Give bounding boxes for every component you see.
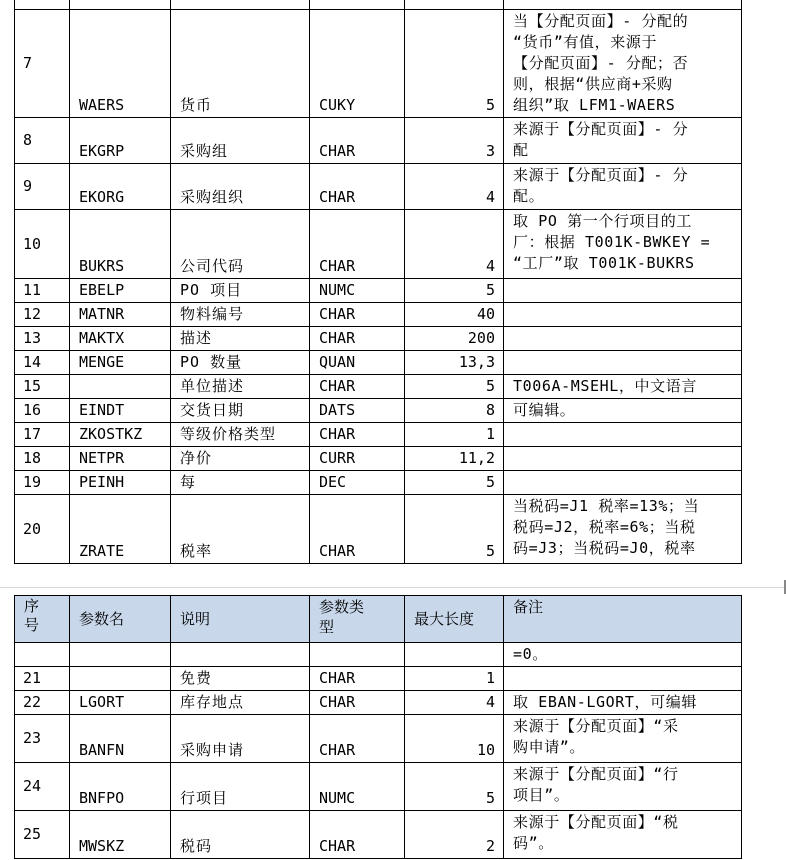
row-param-name	[70, 375, 171, 399]
row-param-type: CHAR	[310, 691, 405, 715]
row-seq-no: 7	[15, 10, 70, 118]
row-param-name: MATNR	[70, 303, 171, 327]
header-seq-no: 序 号	[15, 596, 70, 643]
row-description: 每	[171, 471, 310, 495]
row-param-type: DATS	[310, 399, 405, 423]
row-max-length: 1	[405, 667, 504, 691]
row-max-length: 4	[405, 691, 504, 715]
row-remark: 取 EBAN-LGORT，可编辑	[504, 691, 742, 715]
table-row	[15, 164, 742, 210]
row-max-length: 5	[405, 279, 504, 303]
row-seq-no: 12	[15, 303, 70, 327]
row-max-length: 40	[405, 303, 504, 327]
row-description: PO 项目	[171, 279, 310, 303]
table-row	[15, 210, 742, 279]
row-seq-no: 23	[15, 715, 70, 763]
row-max-length: 4	[405, 210, 504, 279]
row-description	[171, 0, 310, 10]
row-param-name: ZRATE	[70, 495, 171, 564]
table-row	[15, 471, 742, 495]
row-remark	[504, 667, 742, 691]
row-description: 免费	[171, 667, 310, 691]
row-max-length: 3	[405, 118, 504, 164]
table-row	[15, 423, 742, 447]
row-seq-no: 22	[15, 691, 70, 715]
row-remark: T006A-MSEHL，中文语言	[504, 375, 742, 399]
row-description: 物料编号	[171, 303, 310, 327]
page-break-line	[0, 587, 786, 588]
row-param-name: ZKOSTKZ	[70, 423, 171, 447]
row-max-length: 5	[405, 763, 504, 811]
row-max-length: 5	[405, 495, 504, 564]
table-row	[15, 399, 742, 423]
row-param-type: CHAR	[310, 667, 405, 691]
row-description: 税率	[171, 495, 310, 564]
row-param-name: PEINH	[70, 471, 171, 495]
row-param-type: NUMC	[310, 279, 405, 303]
row-max-length	[405, 0, 504, 10]
table-row	[15, 375, 742, 399]
row-param-type: CHAR	[310, 715, 405, 763]
row-param-name	[70, 667, 171, 691]
row-param-name: WAERS	[70, 10, 171, 118]
row-description: 净价	[171, 447, 310, 471]
row-seq-no: 10	[15, 210, 70, 279]
table-row	[15, 691, 742, 715]
row-description: 货币	[171, 10, 310, 118]
row-param-name: BANFN	[70, 715, 171, 763]
row-seq-no: 9	[15, 164, 70, 210]
row-param-name: BUKRS	[70, 210, 171, 279]
row-param-type: CHAR	[310, 327, 405, 351]
row-description: 行项目	[171, 763, 310, 811]
row-remark	[504, 447, 742, 471]
row-remark: 取 PO 第一个行项目的工 厂：根据 T001K-BWKEY = “工厂”取 T001K-BUKRS	[504, 210, 742, 279]
table-row	[15, 303, 742, 327]
row-seq-no: 16	[15, 399, 70, 423]
row-seq-no	[15, 0, 70, 10]
row-remark: 来源于【分配页面】- 分 配	[504, 118, 742, 164]
row-remark	[504, 303, 742, 327]
row-param-type: CHAR	[310, 118, 405, 164]
row-param-name	[70, 0, 171, 10]
row-description: 描述	[171, 327, 310, 351]
row-max-length: 10	[405, 715, 504, 763]
row-param-name: EKGRP	[70, 118, 171, 164]
row-param-type: CHAR	[310, 495, 405, 564]
row-remark: 当【分配页面】- 分配的 “货币”有值，来源于 【分配页面】- 分配；否 则，根据“供应商+采购 组织”取 LFM1-WAERS	[504, 10, 742, 118]
row-seq-no: 21	[15, 667, 70, 691]
row-param-name: EKORG	[70, 164, 171, 210]
row-seq-no: 25	[15, 811, 70, 859]
table-row	[15, 447, 742, 471]
table-row	[15, 715, 742, 763]
row-description: 交货日期	[171, 399, 310, 423]
row-seq-no: 19	[15, 471, 70, 495]
row-param-type: CHAR	[310, 811, 405, 859]
row-remark: 来源于【分配页面】“税 码”。	[504, 811, 742, 859]
row-remark	[504, 327, 742, 351]
header-max-length: 最大长度	[405, 596, 504, 643]
row-description: PO 数量	[171, 351, 310, 375]
row-param-name: MAKTX	[70, 327, 171, 351]
row-remark: 来源于【分配页面】“采 购申请”。	[504, 715, 742, 763]
row-remark	[504, 279, 742, 303]
spec-table-bottom	[14, 595, 742, 859]
row-seq-no	[15, 643, 70, 667]
row-description: 采购组织	[171, 164, 310, 210]
row-param-type: CHAR	[310, 423, 405, 447]
row-description: 库存地点	[171, 691, 310, 715]
row-remark: =0。	[504, 643, 742, 667]
row-description: 采购组	[171, 118, 310, 164]
row-max-length: 13,3	[405, 351, 504, 375]
row-description: 等级价格类型	[171, 423, 310, 447]
row-seq-no: 13	[15, 327, 70, 351]
row-max-length: 8	[405, 399, 504, 423]
row-param-type: CHAR	[310, 303, 405, 327]
row-description: 公司代码	[171, 210, 310, 279]
row-remark	[504, 423, 742, 447]
row-param-name: MENGE	[70, 351, 171, 375]
row-param-name: MWSKZ	[70, 811, 171, 859]
row-param-name: BNFPO	[70, 763, 171, 811]
row-max-length: 5	[405, 375, 504, 399]
table-row	[15, 643, 742, 667]
table-header-row	[15, 596, 742, 643]
row-seq-no: 11	[15, 279, 70, 303]
row-remark: 来源于【分配页面】- 分 配。	[504, 164, 742, 210]
row-param-type: CHAR	[310, 210, 405, 279]
row-param-type: QUAN	[310, 351, 405, 375]
row-description: 单位描述	[171, 375, 310, 399]
header-param-type: 参数类 型	[310, 596, 405, 643]
row-param-type: CUKY	[310, 10, 405, 118]
table-row	[15, 495, 742, 564]
table-row	[15, 667, 742, 691]
row-remark	[504, 0, 742, 10]
row-seq-no: 15	[15, 375, 70, 399]
row-description: 税码	[171, 811, 310, 859]
table-row	[15, 279, 742, 303]
row-param-type: DEC	[310, 471, 405, 495]
row-remark	[504, 471, 742, 495]
header-param-name: 参数名	[70, 596, 171, 643]
table-row	[15, 811, 742, 859]
row-max-length: 5	[405, 471, 504, 495]
row-param-type	[310, 0, 405, 10]
table-row	[15, 351, 742, 375]
row-max-length: 1	[405, 423, 504, 447]
table-row	[15, 0, 742, 10]
row-param-type: NUMC	[310, 763, 405, 811]
table-row	[15, 763, 742, 811]
table-row	[15, 118, 742, 164]
row-max-length: 4	[405, 164, 504, 210]
row-param-name: EINDT	[70, 399, 171, 423]
row-remark	[504, 351, 742, 375]
row-param-type: CHAR	[310, 375, 405, 399]
row-max-length	[405, 643, 504, 667]
table-row	[15, 10, 742, 118]
row-param-name: LGORT	[70, 691, 171, 715]
row-seq-no: 8	[15, 118, 70, 164]
row-remark: 当税码=J1 税率=13%；当 税码=J2，税率=6%；当税 码=J3；当税码=J0，税率	[504, 495, 742, 564]
row-param-type: CURR	[310, 447, 405, 471]
header-description: 说明	[171, 596, 310, 643]
row-seq-no: 18	[15, 447, 70, 471]
row-param-type: CHAR	[310, 164, 405, 210]
row-description	[171, 643, 310, 667]
row-param-name	[70, 643, 171, 667]
row-seq-no: 14	[15, 351, 70, 375]
row-seq-no: 24	[15, 763, 70, 811]
header-remark: 备注	[504, 596, 742, 643]
row-max-length: 2	[405, 811, 504, 859]
row-max-length: 11,2	[405, 447, 504, 471]
row-remark: 来源于【分配页面】“行 项目”。	[504, 763, 742, 811]
row-param-name: EBELP	[70, 279, 171, 303]
spec-table-top	[14, 0, 742, 564]
row-description: 采购申请	[171, 715, 310, 763]
row-seq-no: 17	[15, 423, 70, 447]
row-param-type	[310, 643, 405, 667]
row-max-length: 5	[405, 10, 504, 118]
row-param-name: NETPR	[70, 447, 171, 471]
row-remark: 可编辑。	[504, 399, 742, 423]
table-row	[15, 327, 742, 351]
row-max-length: 200	[405, 327, 504, 351]
row-seq-no: 20	[15, 495, 70, 564]
